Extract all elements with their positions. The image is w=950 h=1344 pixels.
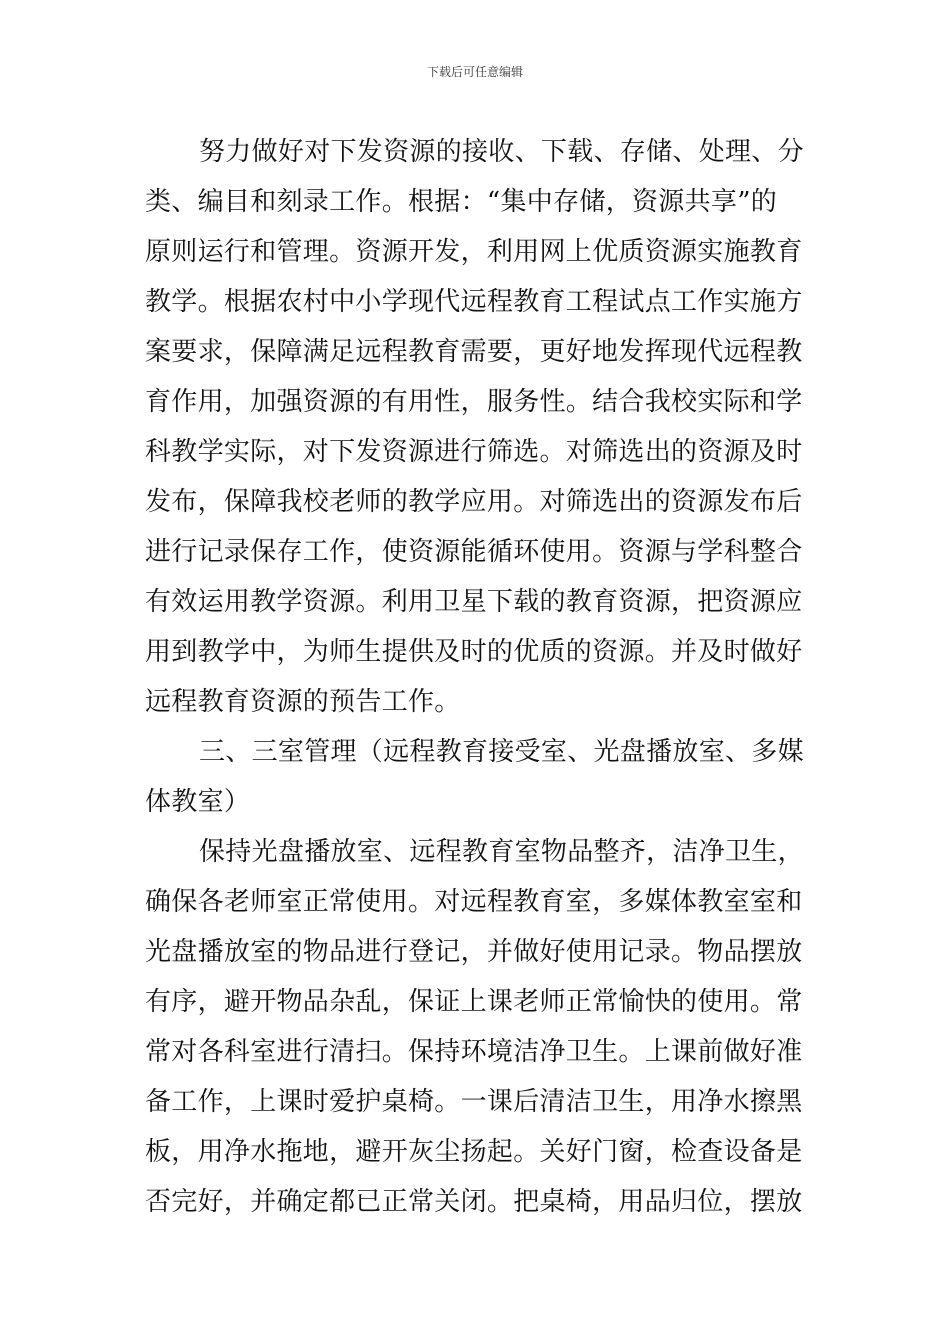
text-line: 进行记录保存工作，使资源能循环使用。资源与学科整合 — [145, 537, 803, 567]
document-body — [145, 127, 809, 1227]
text-line: 否完好，并确定都已正常关闭。把桌椅，用品归位，摆放 — [145, 1187, 803, 1217]
text-line: 努力做好对下发资源的接收、下载、存储、处理、分 — [199, 137, 804, 167]
section-heading-continued: 体教室） — [145, 787, 251, 817]
text-line: 保持光盘播放室、远程教育室物品整齐，洁净卫生， — [199, 837, 804, 867]
section-heading: 三、三室管理（远程教育接受室、光盘播放室、多媒 — [199, 737, 804, 767]
text-line: 确保各老师室正常使用。对远程教育室，多媒体教室室和 — [145, 887, 803, 917]
text-line: 科教学实际，对下发资源进行筛选。对筛选出的资源及时 — [145, 437, 803, 467]
page-header: 下载后可任意编辑 — [426, 65, 523, 79]
text-line: 案要求，保障满足远程教育需要，更好地发挥现代远程教 — [145, 337, 803, 367]
text-line: 用到教学中，为师生提供及时的优质的资源。并及时做好 — [145, 637, 803, 667]
text-line: 教学。根据农村中小学现代远程教育工程试点工作实施方 — [145, 287, 803, 317]
text-line: 原则运行和管理。资源开发，利用网上优质资源实施教育 — [145, 237, 803, 267]
text-line: 有效运用教学资源。利用卫星下载的教育资源，把资源应 — [145, 587, 803, 617]
text-line: 远程教育资源的预告工作。 — [145, 687, 461, 717]
text-line: 育作用，加强资源的有用性，服务性。结合我校实际和学 — [145, 387, 803, 417]
text-line: 光盘播放室的物品进行登记，并做好使用记录。物品摆放 — [145, 937, 803, 967]
text-line: 板，用净水拖地，避开灰尘扬起。关好门窗，检查设备是 — [145, 1137, 803, 1167]
text-line: 备工作，上课时爱护桌椅。一课后清洁卫生，用净水擦黑 — [145, 1087, 803, 1117]
text-line: 类、编目和刻录工作。根据：“集中存储，资源共享”的 — [145, 187, 778, 217]
text-line: 常对各科室进行清扫。保持环境洁净卫生。上课前做好准 — [145, 1037, 803, 1067]
text-line: 发布，保障我校老师的教学应用。对筛选出的资源发布后 — [145, 487, 803, 517]
text-line: 有序，避开物品杂乱，保证上课老师正常愉快的使用。常 — [145, 987, 803, 1017]
